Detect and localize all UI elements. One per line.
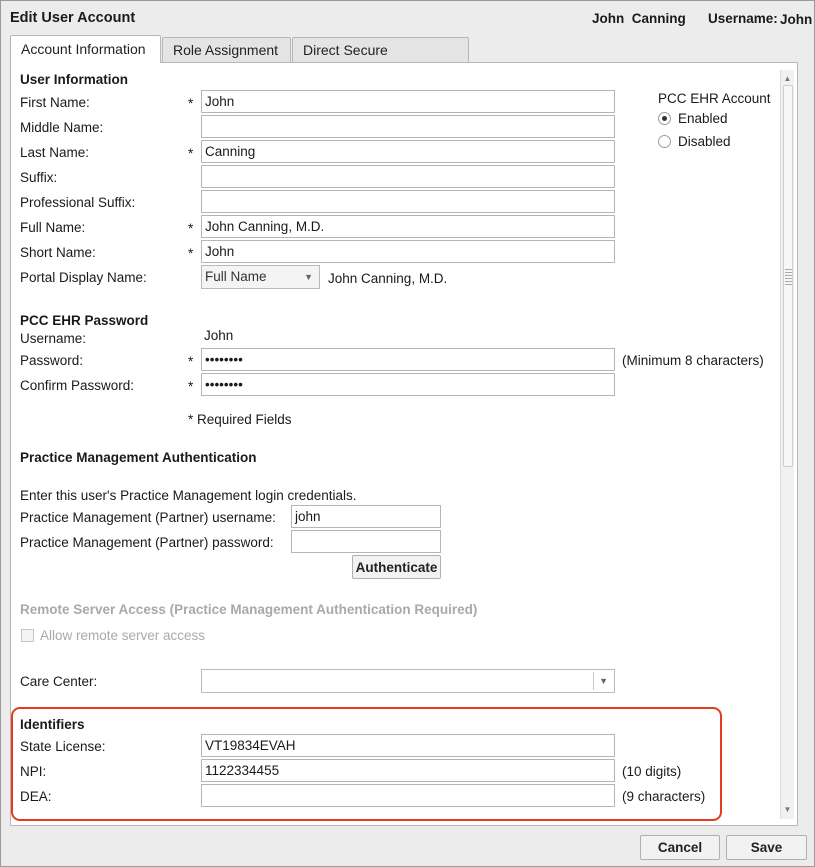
allow-remote-access-checkbox[interactable] [21,629,34,642]
password-username-value: John [204,328,234,343]
confirm-password-field[interactable] [201,373,615,396]
password-required-marker: * [188,354,194,369]
chevron-down-icon: ▼ [599,676,608,686]
remote-server-access-heading: Remote Server Access (Practice Management Authentication Required) [20,602,478,617]
full-name-required-marker: * [188,221,194,236]
state-license-label: State License: [20,739,106,754]
tab-role-assignment[interactable]: Role Assignment [162,37,291,63]
full-name-label: Full Name: [20,220,86,235]
dea-field[interactable] [201,784,615,807]
dea-label: DEA: [20,789,52,804]
save-button[interactable]: Save [726,835,807,860]
tab-direct-secure-messaging[interactable]: Direct Secure [292,37,469,63]
pm-authentication-description: Enter this user's Practice Management login credentials. [20,488,357,503]
professional-suffix-label: Professional Suffix: [20,195,136,210]
password-label: Password: [20,353,84,368]
disabled-radio[interactable] [658,135,671,148]
scroll-up-icon[interactable]: ▲ [783,74,792,83]
full-name-field[interactable] [201,215,615,238]
short-name-required-marker: * [188,246,194,261]
first-name-label: First Name: [20,95,90,110]
care-center-select-divider [593,672,594,690]
portal-display-name-preview: John Canning, M.D. [328,271,448,286]
state-license-field[interactable] [201,734,615,757]
tab-account-information[interactable]: Account Information [10,35,161,63]
scroll-down-icon[interactable]: ▼ [783,805,792,814]
pm-password-label: Practice Management (Partner) password: [20,535,274,550]
window-title: Edit User Account [10,10,136,26]
header-username-value: John [780,12,813,27]
pm-username-field[interactable] [291,505,441,528]
scrollbar-grip-icon [785,269,792,287]
professional-suffix-field[interactable] [201,190,615,213]
dea-hint: (9 characters) [622,789,706,804]
enabled-radio[interactable] [658,112,671,125]
npi-field[interactable] [201,759,615,782]
pcc-ehr-password-heading: PCC EHR Password [20,313,149,328]
cancel-button[interactable]: Cancel [640,835,720,860]
identifiers-heading: Identifiers [20,717,85,732]
pm-authentication-heading: Practice Management Authentication [20,450,257,465]
last-name-field[interactable] [201,140,615,163]
pm-username-label: Practice Management (Partner) username: [20,510,276,525]
required-fields-note: * Required Fields [188,412,292,427]
care-center-label: Care Center: [20,674,98,689]
middle-name-label: Middle Name: [20,120,104,135]
suffix-field[interactable] [201,165,615,188]
pcc-ehr-account-heading: PCC EHR Account [658,91,771,106]
confirm-password-required-marker: * [188,379,194,394]
last-name-required-marker: * [188,146,194,161]
password-field[interactable] [201,348,615,371]
user-information-heading: User Information [20,72,129,87]
first-name-required-marker: * [188,96,194,111]
allow-remote-access-label: Allow remote server access [40,628,206,643]
first-name-field[interactable] [201,90,615,113]
header-user-name: John Canning [592,11,686,26]
suffix-label: Suffix: [20,170,58,185]
last-name-label: Last Name: [20,145,90,160]
portal-display-name-select[interactable] [201,265,320,289]
care-center-select[interactable] [201,669,615,693]
npi-hint: (10 digits) [622,764,682,779]
header-username-label: Username: [708,11,778,26]
authenticate-button[interactable]: Authenticate [352,555,441,579]
enabled-radio-label[interactable]: Enabled [678,111,728,126]
short-name-field[interactable] [201,240,615,263]
short-name-label: Short Name: [20,245,96,260]
middle-name-field[interactable] [201,115,615,138]
password-hint: (Minimum 8 characters) [622,353,764,368]
portal-display-name-label: Portal Display Name: [20,270,147,285]
confirm-password-label: Confirm Password: [20,378,135,393]
npi-label: NPI: [20,764,47,779]
pm-password-field[interactable] [291,530,441,553]
chevron-down-icon: ▼ [304,272,313,282]
password-username-label: Username: [20,331,87,346]
disabled-radio-label[interactable]: Disabled [678,134,731,149]
portal-display-name-selected: Full Name [205,269,267,284]
